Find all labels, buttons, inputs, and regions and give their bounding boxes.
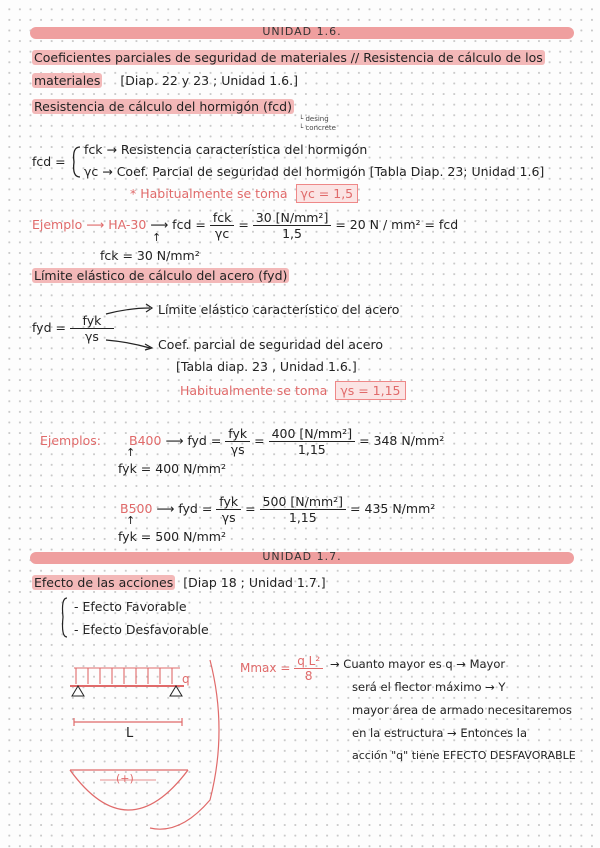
unit-1-7-title: UNIDAD 1.7. <box>262 550 342 563</box>
fcd-heading-text: Resistencia de cálculo del hormigón (fcd) <box>34 99 292 114</box>
b400-fraction <box>225 426 250 457</box>
b500-arrow-icon: ⟶ <box>156 501 179 516</box>
b500-result: = 435 N/mm² <box>350 501 436 516</box>
gs-description: Coef. parcial de seguridad del acero <box>158 337 383 352</box>
b500-den: γs <box>221 510 236 525</box>
gs-value-box: γs = 1,15 <box>335 381 405 400</box>
b400-up-arrow-icon: ↑ <box>126 446 136 459</box>
heading-coefficients <box>32 50 545 65</box>
fcd-brace-icon <box>68 144 84 180</box>
gs-reference: [Tabla diap. 23 , Unidad 1.6.] <box>176 359 357 374</box>
effect-favorable: - Efecto Favorable <box>74 599 187 614</box>
fyd-lhs: fyd = <box>32 320 66 335</box>
gs-note-line <box>180 383 406 398</box>
gc-note-line <box>130 186 358 201</box>
b500-line: B500 ⟶ fyd = $\frac{\text{fyk}}{\gamma s}$ = $\frac{\text{500 [N/mm²]}}{1,15}$ = 435 N/mm² <box>120 494 436 525</box>
effects-brace-icon <box>58 595 70 641</box>
example-fcd: fcd = <box>172 217 206 232</box>
mmax-num: q L² <box>294 654 323 669</box>
effects-heading-ref: [Diap 18 ; Unidad 1.7.] <box>183 575 326 590</box>
b400-fraction-values <box>269 426 356 457</box>
example-den: γc <box>214 226 230 241</box>
example-up-arrow-icon: ↑ <box>152 231 162 244</box>
heading-coefficients-text: Coeficientes parciales de seguridad de materiales // Resistencia de cálculo de los <box>34 50 543 65</box>
note-line-5: acción "q" tiene EFECTO DESFAVORABLE <box>352 749 576 762</box>
example-den-value: 1,5 <box>282 226 302 241</box>
b400-den: γs <box>230 442 245 457</box>
example-arrow2-icon: ⟶ <box>150 217 173 232</box>
b500-fraction-values <box>260 494 347 525</box>
example-fraction <box>210 210 235 241</box>
effects-heading-line <box>32 575 326 590</box>
example-num: fck <box>210 210 235 226</box>
note-line-4: en la estructura → Entonces la <box>352 726 528 740</box>
b500-num-value: 500 [N/mm²] <box>260 494 347 510</box>
b500-fyk: fyk = 500 N/mm² <box>118 529 226 544</box>
gs-note: Habitualmente se toma <box>180 383 328 398</box>
b400-fyd: fyd = <box>187 433 222 448</box>
load-q-label: q <box>182 672 190 686</box>
b400-result: = 348 N/mm² <box>359 433 445 448</box>
gc-value-box: γc = 1,5 <box>296 184 359 203</box>
example-fraction-values <box>253 210 332 241</box>
example-label: Ejemplo <box>32 217 83 232</box>
fcd-heading <box>32 99 294 114</box>
note-line-1: → Cuanto mayor es q → Mayor <box>330 657 506 671</box>
gc-description: γc → Coef. Parcial de seguridad del hormigón [Tabla Diap. 23; Unidad 1.6] <box>84 164 545 179</box>
fyd-num: fyk <box>70 313 114 329</box>
example-fck: fck = 30 N/mm² <box>100 248 200 263</box>
fcd-sub-design: └ desing <box>299 115 329 123</box>
b500-up-arrow-icon: ↑ <box>126 514 136 527</box>
left-support-icon <box>72 686 84 696</box>
fck-description: fck → Resistencia característica del hormigón <box>84 142 368 157</box>
b500-fyd: fyd = <box>178 501 213 516</box>
b400-num: fyk <box>225 426 250 442</box>
b400-label: B400 <box>129 433 162 448</box>
b400-arrow-icon: ⟶ <box>165 433 188 448</box>
mmax-fraction <box>294 654 323 683</box>
example-num-value: 30 [N/mm²] <box>253 210 332 226</box>
mmax-formula <box>240 654 323 683</box>
fyk-description: Límite elástico característico del acero <box>158 302 400 317</box>
b500-den-value: 1,15 <box>288 510 317 525</box>
heading-materials-ref: [Diap. 22 y 23 ; Unidad 1.6.] <box>120 73 298 88</box>
example-arrow-icon: ⟶ <box>86 217 109 232</box>
beam-diagram <box>60 650 250 840</box>
heading-materials-line <box>32 73 298 88</box>
mmax-lhs: Mmax = <box>240 661 291 675</box>
fcd-lhs: fcd = <box>32 154 66 169</box>
effects-heading: Efecto de las acciones <box>34 575 174 590</box>
unit-1-6-title-bar <box>30 27 574 39</box>
fyd-formula <box>32 313 114 344</box>
gc-note: * Habitualmente se toma <box>130 186 288 201</box>
b400-fyk: fyk = 400 N/mm² <box>118 461 226 476</box>
fyd-heading <box>32 268 289 283</box>
fyd-den: γs <box>84 329 99 344</box>
span-L-label: L <box>126 726 134 741</box>
examples-label: Ejemplos: <box>40 433 102 448</box>
fcd-sub-concrete: └ concrete <box>299 124 336 132</box>
distributed-load <box>74 668 180 684</box>
right-support-icon <box>170 686 182 696</box>
example-fcd-line: Ejemplo ⟶ HA-30 ⟶ fcd = $\frac{\text{fck}}{\gamma c}$ = $\frac{\text{30 [N/mm²]}}{1,5}$ = 20 N / mm² = fcd <box>32 210 459 241</box>
b500-label: B500 <box>120 501 153 516</box>
example-result: = 20 N / mm² = fcd <box>335 217 459 232</box>
b500-num: fyk <box>216 494 241 510</box>
unit-1-7-title-bar <box>30 552 574 564</box>
b500-fraction <box>216 494 241 525</box>
moment-plus-label: (+) <box>116 772 134 785</box>
b400-num-value: 400 [N/mm²] <box>269 426 356 442</box>
example-material: HA-30 <box>108 217 147 232</box>
unit-1-6-title: UNIDAD 1.6. <box>262 25 342 38</box>
b400-line: Ejemplos: B400 ⟶ fyd = $\frac{\text{fyk}}{\gamma s}$ = $\frac{\text{400 [N/mm²]}}{1,15}$ = 348 N/mm² <box>40 426 445 457</box>
effect-unfavorable: - Efecto Desfavorable <box>74 622 209 637</box>
mmax-den: 8 <box>304 669 313 683</box>
fyd-heading-text: Límite elástico de cálculo del acero (fyd) <box>34 268 288 283</box>
b400-den-value: 1,15 <box>297 442 326 457</box>
heading-materials-text: materiales <box>34 73 101 88</box>
fyd-arrows-icon <box>104 302 164 352</box>
note-line-2: será el flector máximo → Y <box>352 680 506 694</box>
note-line-3: mayor área de armado necesitaremos <box>352 703 572 717</box>
